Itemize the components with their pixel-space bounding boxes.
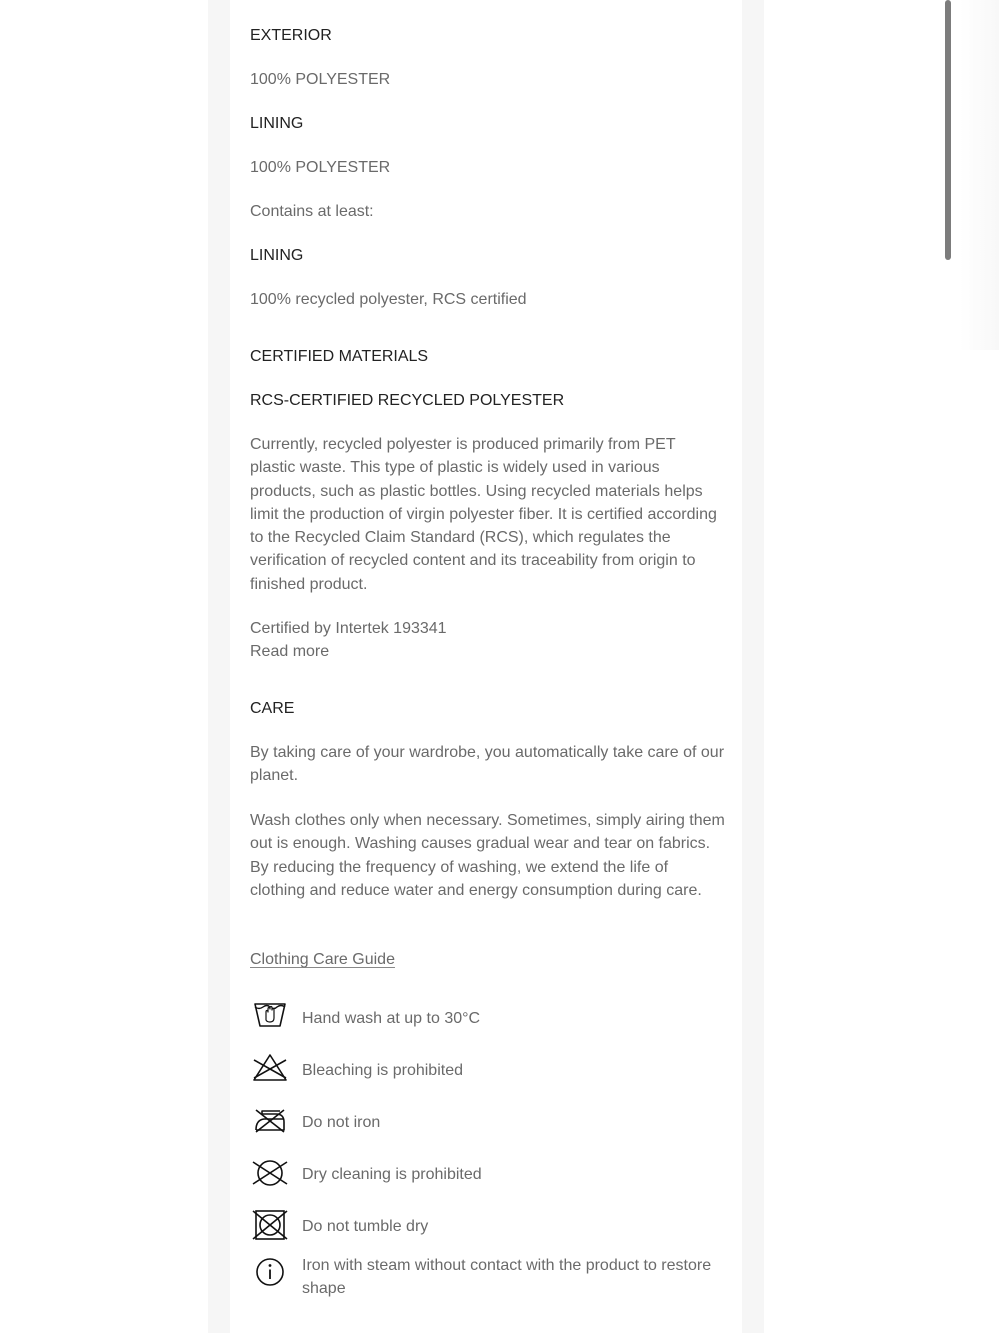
certified-materials-heading: CERTIFIED MATERIALS bbox=[250, 348, 429, 365]
side-fade bbox=[960, 0, 999, 350]
no-dry-clean-icon bbox=[250, 1154, 290, 1194]
care-intro: By taking care of your wardrobe, you automatically take care of our planet. bbox=[250, 744, 725, 785]
care-instruction-row bbox=[250, 1050, 725, 1090]
care-heading: CARE bbox=[250, 700, 295, 717]
info-icon bbox=[250, 1252, 290, 1292]
no-iron-icon bbox=[250, 1102, 290, 1142]
exterior-value: 100% POLYESTER bbox=[250, 71, 391, 88]
care-instruction-text: Iron with steam without contact with the product to restore shape bbox=[302, 1257, 712, 1297]
care-instruction-text: Hand wash at up to 30°C bbox=[302, 1010, 481, 1027]
hand-wash-icon bbox=[250, 998, 290, 1038]
exterior-heading: EXTERIOR bbox=[250, 27, 332, 44]
clothing-care-guide-link[interactable]: Clothing Care Guide bbox=[250, 951, 395, 968]
rcs-description: Currently, recycled polyester is produced primarily from PET plastic waste. This type of plastic is widely used in various products, such as plastic bottles. Using recycled materials helps limit the production of virgin polyester fiber. It is certified according to the Recycled Claim Standard (RCS), which regulates the verification of recycled content and its traceability from origin to finished product. bbox=[250, 436, 717, 593]
care-instruction-row bbox=[250, 998, 725, 1038]
contains-label: Contains at least: bbox=[250, 203, 374, 220]
lining-recycled-value: 100% recycled polyester, RCS certified bbox=[250, 291, 527, 308]
care-instruction-text: Dry cleaning is prohibited bbox=[302, 1166, 482, 1183]
no-tumble-dry-icon bbox=[250, 1206, 290, 1246]
scrollbar-thumb[interactable] bbox=[945, 0, 951, 260]
care-instruction-row bbox=[250, 1102, 725, 1142]
care-instruction-row bbox=[250, 1154, 725, 1194]
lining-heading-recycled: LINING bbox=[250, 247, 304, 264]
rcs-subheading: RCS-CERTIFIED RECYCLED POLYESTER bbox=[250, 392, 565, 409]
care-instruction-text: Bleaching is prohibited bbox=[302, 1062, 463, 1079]
care-advice: Wash clothes only when necessary. Sometimes, simply airing them out is enough. Washing causes gradual wear and tear on fabrics. By reducing the frequency of washing, we extend the life of clothing and reduce water and energy consumption during care. bbox=[250, 812, 725, 899]
care-instruction-text: Do not tumble dry bbox=[302, 1218, 429, 1235]
no-bleach-icon bbox=[250, 1050, 290, 1090]
lining-heading: LINING bbox=[250, 115, 304, 132]
care-instruction-row bbox=[250, 1252, 725, 1302]
read-more-link[interactable]: Read more bbox=[250, 643, 330, 660]
lining-value: 100% POLYESTER bbox=[250, 159, 391, 176]
care-instruction-row bbox=[250, 1206, 725, 1246]
certified-by: Certified by Intertek 193341 bbox=[250, 620, 447, 637]
care-instruction-text: Do not iron bbox=[302, 1114, 381, 1131]
